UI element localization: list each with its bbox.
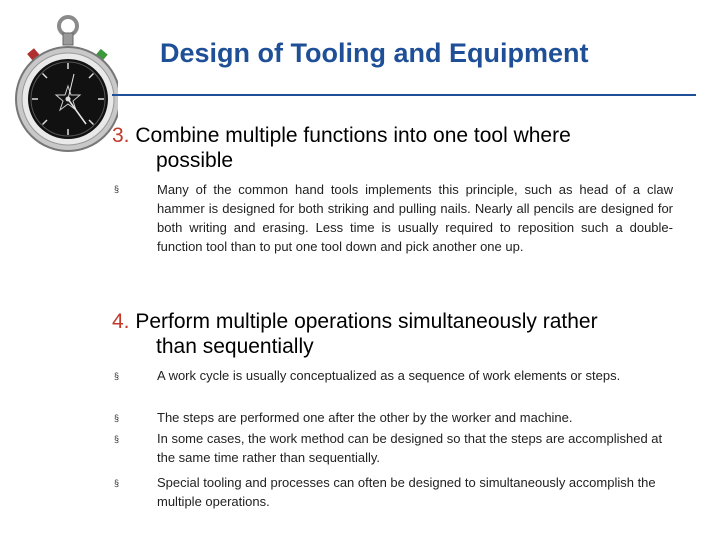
bullet-marker: § [114,184,120,194]
section-4-heading-line2: than sequentially [156,335,314,358]
section-3-bullet-1: Many of the common hand tools implements this principle, such as head of a claw hammer is designed for both striking and pulling nails. Nearly all pencils are designed for both writing and erasing. Less time is usually required to reposition such a double-function tool than to put one tool down and pick another one up. [157,182,673,254]
title-divider [112,94,696,96]
section-4-number: 4. [112,310,130,333]
bullet-marker: § [114,434,120,444]
slide-title: Design of Tooling and Equipment [160,38,589,68]
section-4-bullet-2: The steps are performed one after the other by the worker and machine. [157,410,573,425]
section-3-heading-line2: possible [156,149,234,172]
section-4-bullet-4: Special tooling and processes can often be designed to simultaneously accomplish the multiple operations. [157,475,656,509]
section-3-heading-line1: Combine multiple functions into one tool where [135,124,571,147]
bullet-marker: § [114,478,120,488]
section-4-bullet-1: A work cycle is usually conceptualized as a sequence of work elements or steps. [157,368,621,383]
bullet-marker: § [114,371,120,381]
section-4-heading [112,309,692,359]
section-4-bullet-3: In some cases, the work method can be designed so that the steps are accomplished at the same time rather than sequentially. [157,431,663,465]
bullet-marker: § [114,413,120,423]
section-3-number: 3. [112,124,130,147]
stopwatch-icon [8,14,118,164]
section-4-heading-line1: Perform multiple operations simultaneously rather [135,310,598,333]
section-3-heading [112,123,692,173]
